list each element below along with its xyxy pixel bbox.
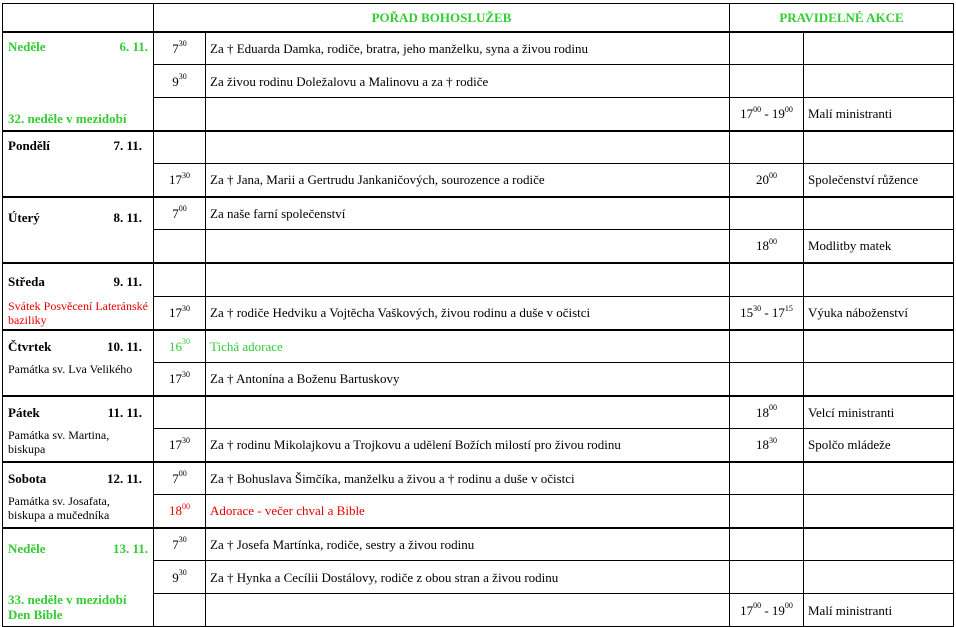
day-name: Neděle	[8, 38, 46, 54]
feast-label: Památka sv. Lva Velikého	[8, 361, 133, 376]
day-date: 8. 11.	[113, 209, 142, 225]
event-name: Spolčo mládeže	[804, 429, 954, 462]
mass-intention	[206, 594, 730, 627]
mass-time: $9^{30}$	[154, 561, 206, 594]
mass-intention: Za † Antonína a Boženu Bartuskovy	[206, 363, 730, 396]
day-heading	[8, 471, 148, 486]
event-time	[730, 131, 804, 164]
day-cell	[3, 131, 154, 197]
event-time	[730, 462, 804, 495]
day-cell	[3, 263, 154, 330]
events-title: PRAVIDELNÉ AKCE	[730, 4, 954, 32]
event-time	[730, 263, 804, 297]
event-time: $17^{00} - 19^{00}$	[730, 98, 804, 131]
day-cell	[3, 197, 154, 263]
event-time	[730, 561, 804, 594]
day-name: Pátek	[8, 404, 40, 420]
day-cell	[3, 330, 154, 396]
header-row	[3, 4, 954, 32]
mass-intention: Za † Josefa Martínka, rodiče, sestry a živou rodinu	[206, 528, 730, 561]
event-name: Malí ministranti	[804, 594, 954, 627]
day-name: Středa	[8, 273, 45, 289]
event-name	[804, 263, 954, 297]
mass-intention: Za naše farní společenství	[206, 197, 730, 230]
mass-intention: Za † Bohuslava Šimčíka, manželku a živou a † rodinu a duše v očistci	[206, 462, 730, 495]
event-time	[730, 65, 804, 98]
day-heading	[8, 274, 148, 289]
schedule-row	[3, 396, 954, 429]
sunday-label: 32. neděle v mezidobí	[8, 110, 127, 126]
event-name	[804, 197, 954, 230]
mass-intention: Za † Hynka a Cecílii Dostálovy, rodiče z obou stran a živou rodinu	[206, 561, 730, 594]
feast-label: Památka sv. Martina, biskupa	[8, 427, 110, 456]
event-time: $18^{00}$	[730, 230, 804, 263]
mass-time: $18^{00}$	[154, 495, 206, 528]
day-heading	[8, 210, 148, 225]
event-time: $18^{30}$	[730, 429, 804, 462]
mass-time	[154, 396, 206, 429]
event-name: Modlitby matek	[804, 230, 954, 263]
mass-intention: Za † Jana, Marii a Gertrudu Jankaničových, sourozence a rodiče	[206, 164, 730, 197]
feast-label: Svátek Posvěcení Lateránské baziliky	[8, 298, 148, 327]
event-time	[730, 330, 804, 363]
mass-time	[154, 230, 206, 263]
event-time	[730, 197, 804, 230]
day-date: 13. 11.	[112, 540, 148, 556]
day-name: Čtvrtek	[8, 338, 52, 354]
mass-intention: Za † Eduarda Damka, rodiče, bratra, jeho manželku, syna a živou rodinu	[206, 32, 730, 65]
schedule-title: POŘAD BOHOSLUŽEB	[154, 4, 730, 32]
day-heading	[8, 339, 148, 354]
header-day-cell	[3, 4, 154, 32]
day-date: 6. 11.	[119, 38, 148, 54]
event-time: $17^{00} - 19^{00}$	[730, 594, 804, 627]
day-heading	[8, 541, 148, 556]
mass-intention	[206, 230, 730, 263]
mass-intention	[206, 263, 730, 297]
event-time	[730, 363, 804, 396]
mass-time	[154, 594, 206, 627]
mass-time: $7^{30}$	[154, 32, 206, 65]
mass-time	[154, 98, 206, 131]
mass-time: $17^{30}$	[154, 164, 206, 197]
event-name: Malí ministranti	[804, 98, 954, 131]
mass-intention: Tichá adorace	[206, 330, 730, 363]
schedule-row	[3, 263, 954, 297]
day-date: 11. 11.	[107, 404, 142, 420]
day-date: 12. 11.	[106, 470, 142, 486]
schedule-row	[3, 131, 954, 164]
event-time	[730, 528, 804, 561]
schedule-row	[3, 330, 954, 363]
day-name: Sobota	[8, 470, 47, 486]
event-time	[730, 495, 804, 528]
sunday-label: 33. neděle v mezidobí Den Bible	[8, 592, 127, 622]
event-name	[804, 462, 954, 495]
event-time: $15^{30} - 17^{15}$	[730, 296, 804, 330]
schedule-row	[3, 32, 954, 65]
mass-time: $17^{30}$	[154, 363, 206, 396]
event-time: $18^{00}$	[730, 396, 804, 429]
mass-time: $7^{00}$	[154, 462, 206, 495]
mass-intention: Za † rodinu Mikolajkovu a Trojkovu a udělení Božích milostí pro živou rodinu	[206, 429, 730, 462]
mass-time: $7^{30}$	[154, 528, 206, 561]
event-name: Velcí ministranti	[804, 396, 954, 429]
mass-time	[154, 131, 206, 164]
event-time: $20^{00}$	[730, 164, 804, 197]
day-cell	[3, 462, 154, 528]
mass-intention: Za † rodiče Hedviku a Vojtěcha Vaškových, živou rodinu a duše v očistci	[206, 296, 730, 330]
event-name	[804, 330, 954, 363]
day-cell	[3, 396, 154, 462]
mass-intention	[206, 98, 730, 131]
event-name	[804, 32, 954, 65]
mass-intention	[206, 396, 730, 429]
day-cell	[3, 32, 154, 131]
day-name: Úterý	[8, 209, 40, 225]
event-name: Společenství růžence	[804, 164, 954, 197]
event-name	[804, 528, 954, 561]
schedule-row	[3, 528, 954, 561]
mass-time: $17^{30}$	[154, 296, 206, 330]
event-time	[730, 32, 804, 65]
schedule-table	[2, 3, 954, 627]
day-heading	[8, 405, 148, 420]
mass-time: $16^{30}$	[154, 330, 206, 363]
event-name	[804, 65, 954, 98]
event-name: Výuka náboženství	[804, 296, 954, 330]
mass-intention: Za živou rodinu Doležalovu a Malinovu a za † rodiče	[206, 65, 730, 98]
event-name	[804, 363, 954, 396]
schedule-row	[3, 197, 954, 230]
event-name	[804, 495, 954, 528]
day-date: 7. 11.	[113, 137, 142, 153]
day-heading	[8, 138, 148, 153]
event-name	[804, 561, 954, 594]
mass-time: $9^{30}$	[154, 65, 206, 98]
feast-label: Památka sv. Josafata, biskupa a mučedníka	[8, 493, 110, 522]
day-name: Neděle	[8, 540, 46, 556]
day-date: 9. 11.	[113, 273, 142, 289]
mass-time: $17^{30}$	[154, 429, 206, 462]
day-heading	[8, 39, 148, 54]
day-date: 10. 11.	[106, 338, 142, 354]
mass-time	[154, 263, 206, 297]
event-name	[804, 131, 954, 164]
mass-intention	[206, 131, 730, 164]
day-cell	[3, 528, 154, 627]
mass-time: $7^{00}$	[154, 197, 206, 230]
schedule-row	[3, 462, 954, 495]
mass-intention: Adorace - večer chval a Bible	[206, 495, 730, 528]
day-name: Pondělí	[8, 137, 50, 153]
